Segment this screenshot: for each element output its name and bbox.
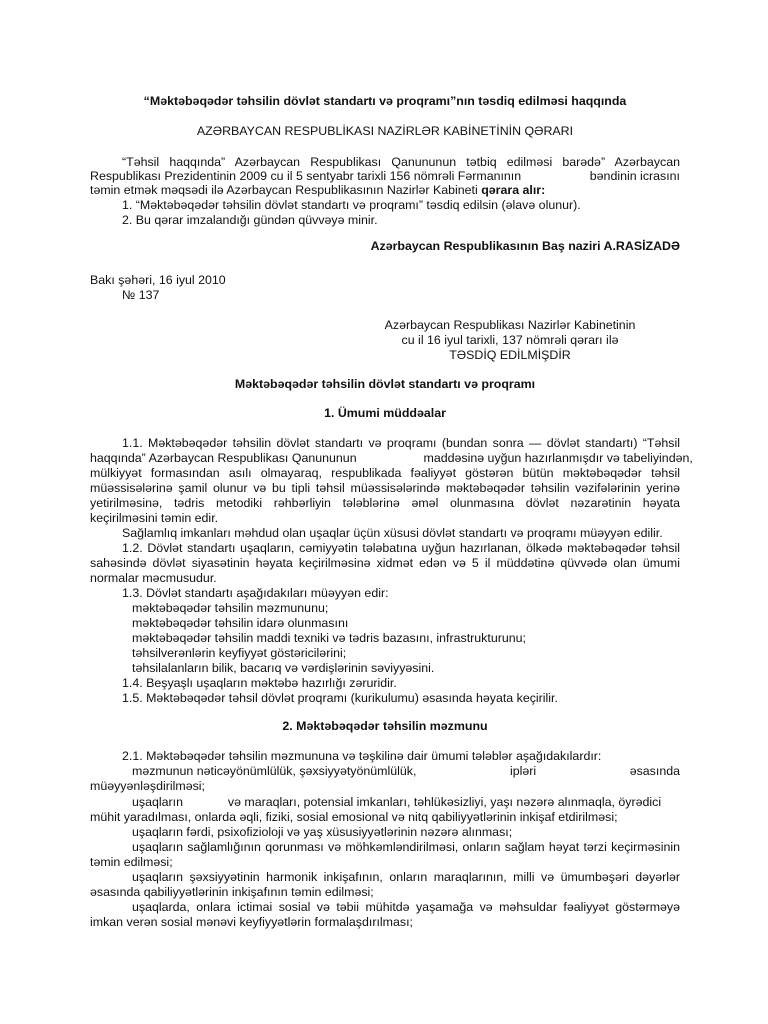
preamble-text: Respublikası Prezidentinin 2009 cu il 5 sentyabr tarixli 156 nömrəli Fərmanının — [90, 169, 522, 183]
signature: Azərbaycan Respublikasının Baş naziri A.RASİZADƏ — [370, 239, 680, 253]
approval-line: cu il 16 iyul tarixli, 137 nömrəli qərarı ilə — [401, 333, 619, 347]
decree-number: № 137 — [122, 288, 160, 302]
preamble-text: bəndinin icrasını — [589, 169, 680, 183]
place-date: Bakı şəhəri, 16 iyul 2010 — [90, 273, 226, 287]
paragraph-line: 1.3. Dövlət standartı aşağıdakıları müəyyən edir: — [122, 586, 389, 600]
issuer-heading: AZƏRBAYCAN RESPUBLİKASI NAZİRLƏR KABİNETİNİN QƏRARI — [196, 124, 574, 138]
paragraph-line: təmin edilməsi; — [90, 855, 173, 869]
paragraph-text: ipləri — [509, 764, 537, 778]
list-item: məktəbəqədər təhsilin maddi texniki və tədris bazasını, infrastrukturunu; — [132, 631, 526, 645]
standard-title: Məktəbəqədər təhsilin dövlət standartı və proqramı — [234, 377, 536, 391]
decision-item-2: 2. Bu qərar imzalandığı gündən qüvvəyə minir. — [122, 213, 378, 227]
paragraph-line: 2.1. Məktəbəqədər təhsilin məzmununa və təşkilinə dair ümumi tələblər aşağıdakılardır: — [122, 749, 602, 763]
paragraph-text: uşaqların — [132, 795, 183, 809]
paragraph-line — [90, 764, 680, 779]
paragraph-line: 1.5. Məktəbəqədər təhsil dövlət proqramı (kurikulumu) əsasında həyata keçirilir. — [122, 691, 558, 705]
paragraph-line: uşaqların şəxsiyyətinin harmonik inkişafının, onların maraqlarının, milli və ümumbəşəri dəyərlər — [132, 870, 680, 884]
paragraph-line — [90, 795, 680, 810]
paragraph-text: əsasında — [629, 764, 680, 778]
paragraph-text: məzmunun nəticəyönümlülük, şəxsiyyətyönümlülük, — [132, 764, 417, 778]
section-2-heading: 2. Məktəbəqədər təhsilin məzmunu — [282, 719, 488, 733]
paragraph-line: yetirilməsinə, tədris metodiki rəhbərliyin tələblərinə əməl olunmasına dövlət nəzarətinin həyata — [90, 496, 680, 510]
paragraph-line: əsasında qabiliyyətlərinin inkişafının təmin edilməsi; — [90, 885, 374, 899]
approval-line: Azərbaycan Respublikası Nazirlər Kabinetinin — [384, 318, 636, 332]
list-item: təhsilalanların bilik, bacarıq və vərdişlərinin səviyyəsini. — [132, 661, 435, 675]
approval-stamp: TƏSDİQ EDİLMİŞDİR — [449, 348, 571, 362]
list-item: məktəbəqədər təhsilin idarə olunmasını — [132, 616, 349, 630]
paragraph-line: mülkiyyət formasından asılı olmayaraq, respublikada fəaliyyət göstərən bütün məktəbəqədər təhsil — [90, 466, 680, 480]
paragraph-line: Sağlamlıq imkanları məhdud olan uşaqlar üçün xüsusi dövlət standartı və proqramı müəyyən edilir. — [122, 526, 663, 540]
paragraph-line: 1.1. Məktəbəqədər təhsilin dövlət standartı və proqramı (bundan sonra — dövlət standartı) “Təhsil — [122, 436, 680, 450]
paragraph-line: mühit yaradılması, onlarda əqli, fiziki, sosial emosional və nitq qabiliyyətlərinin inkişaf etdirilməsi; — [90, 810, 618, 824]
preamble-line — [90, 169, 680, 184]
list-item: məktəbəqədər təhsilin məzmununu; — [132, 601, 329, 615]
document-title: “Məktəbəqədər təhsilin dövlət standartı və proqramı”nın təsdiq edilməsi haqqında — [143, 94, 627, 108]
paragraph-line: sahəsində dövlət siyasətinin həyata keçirilməsinə xidmət edən və 5 il müddətinə qüvvədə olan ümumi — [90, 556, 680, 570]
section-1-heading: 1. Ümumi müddəalar — [324, 406, 446, 420]
paragraph-text: haqqında” Azərbaycan Respublikası Qanununun — [90, 451, 357, 465]
preamble-line: “Təhsil haqqında” Azərbaycan Respublikası Qanununun tətbiq edilməsi barədə” Azərbaycan — [122, 155, 680, 169]
resolution-phrase: qərara alır: — [481, 183, 546, 197]
paragraph-line: uşaqlarda, onlara ictimai sosial və təbii mühitdə yaşamağa və məhsuldar fəaliyyət göstərməyə — [132, 900, 680, 914]
paragraph-line: imkan verən sosial mənəvi keyfiyyətlərin formalaşdırılması; — [90, 915, 413, 929]
paragraph-line: uşaqların sağlamlığının qorunması və möhkəmləndirilməsi, onların sağlam həyat tərzi keçirməsinin — [132, 840, 680, 854]
preamble-line — [90, 183, 680, 198]
paragraph-line: 1.2. Dövlət standartı uşaqların, cəmiyyətin tələbatına uyğun hazırlanan, ölkədə məktəbəqədər təhsil — [122, 541, 680, 555]
paragraph-text: və maraqları, potensial imkanları, təhlükəsizliyi, yaşı nəzərə alınmaqla, öyrədici — [227, 795, 662, 809]
paragraph-text: maddəsinə uyğun hazırlanmışdır və tabeliyindən, — [423, 451, 693, 465]
paragraph-line: müəssisələrinə şamil olunur və bu tipli təhsil müəssisələrində məktəbəqədər təhsilin vəzifələrinin yerinə — [90, 481, 680, 495]
paragraph-line: müəyyənləşdirilməsi; — [90, 779, 205, 793]
paragraph-line: keçirilməsini təmin edir. — [90, 511, 219, 525]
paragraph-line: uşaqların fərdi, psixofizioloji və yaş xüsusiyyətlərinin nəzərə alınması; — [132, 825, 513, 839]
paragraph-line: 1.4. Beşyaşlı uşaqların məktəbə hazırlığı zəruridir. — [122, 676, 397, 690]
list-item: təhsilverənlərin keyfiyyət göstəricilərini; — [132, 646, 347, 660]
preamble-text: təmin etmək məqsədi ilə Azərbaycan Respublikasının Nazirlər Kabineti — [90, 183, 478, 197]
paragraph-line: normalar məcmusudur. — [90, 571, 217, 585]
decision-item-1: 1. “Məktəbəqədər təhsilin dövlət standartı və proqramı” təsdiq edilsin (əlavə olunur). — [122, 198, 581, 212]
paragraph-line — [90, 451, 693, 466]
